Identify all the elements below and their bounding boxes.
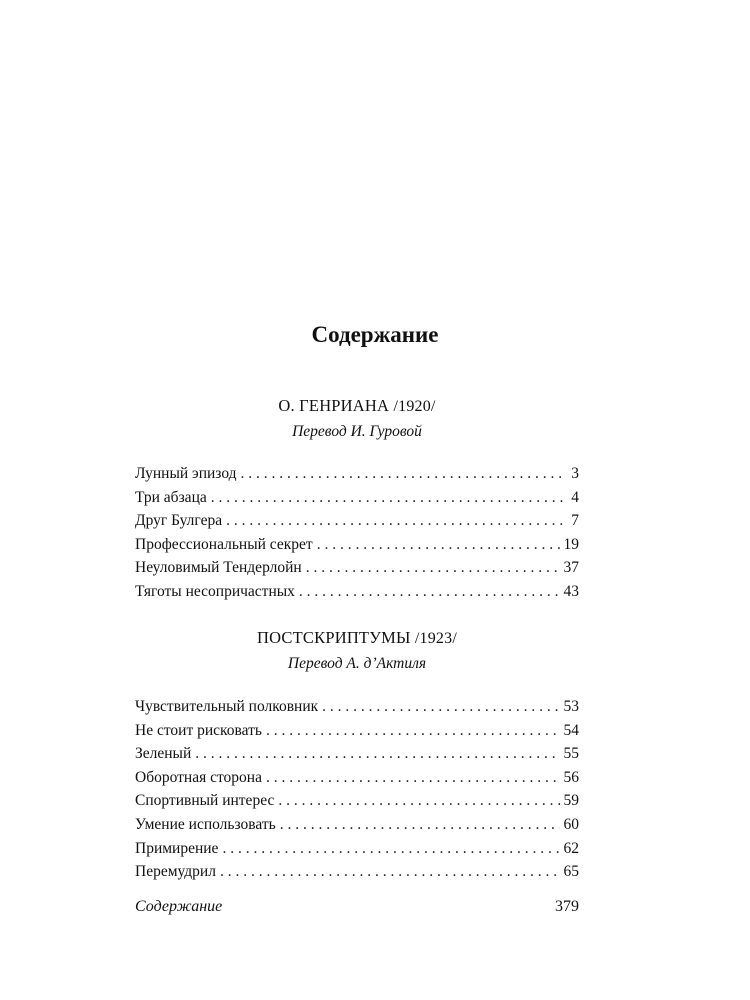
toc-leader-dots (317, 533, 560, 557)
toc-leader-dots (266, 766, 560, 790)
toc-entry-title: Не стоит рисковать (135, 721, 262, 739)
toc-leader-dots (278, 789, 559, 813)
toc-entry-title: Оборотная сторона (135, 768, 262, 786)
toc-entry-page: 3 (571, 465, 579, 482)
section-year: /1923/ (414, 630, 457, 647)
toc-entry-title: Умение использовать (135, 815, 276, 833)
toc-entry[interactable] (135, 766, 579, 790)
toc-leader-dots (306, 556, 560, 580)
toc-entry[interactable] (135, 462, 579, 486)
toc-entry-title: Три абзаца (135, 488, 207, 506)
toc-leader-dots (211, 486, 568, 510)
toc-entry[interactable] (135, 580, 579, 604)
section-heading-text: О. ГЕНРИАНА (278, 396, 390, 415)
running-footer-title: Содержание (135, 898, 223, 915)
toc-leader-dots (220, 860, 560, 884)
toc-entry-page: 53 (563, 698, 579, 715)
toc-entry[interactable] (135, 556, 579, 580)
toc-entry[interactable] (135, 860, 579, 884)
toc-list (135, 695, 579, 884)
toc-entry[interactable] (135, 486, 579, 510)
toc-section-ogenriana (135, 394, 579, 604)
toc-entry-page: 7 (571, 512, 579, 530)
page-title: Содержание (311, 322, 439, 347)
toc-entry[interactable] (135, 509, 579, 533)
toc-entry[interactable] (135, 813, 579, 837)
toc-leader-dots (226, 509, 567, 533)
toc-entry-title: Зеленый (135, 745, 192, 763)
toc-entry-title: Неуловимый Тендерлойн (135, 559, 302, 577)
toc-entry[interactable] (135, 533, 579, 557)
section-year: /1920/ (393, 398, 436, 415)
toc-entry-page: 60 (563, 815, 579, 833)
section-translator: Перевод А. д’Актиля (287, 655, 427, 672)
toc-entry-page: 56 (563, 768, 579, 786)
toc-leader-dots (322, 695, 559, 719)
toc-leader-dots (241, 462, 568, 486)
toc-entry-title: Примирение (135, 839, 219, 857)
toc-entry-page: 43 (563, 582, 579, 600)
toc-entry-page: 59 (563, 792, 579, 810)
toc-entry-page: 4 (571, 488, 579, 506)
toc-entry-page: 19 (563, 535, 579, 553)
section-heading-text: ПОСТСКРИПТУМЫ (257, 628, 411, 647)
toc-entry[interactable] (135, 789, 579, 813)
toc-entry[interactable] (135, 837, 579, 861)
section-translator: Перевод И. Гуровой (292, 423, 422, 440)
toc-entry[interactable] (135, 742, 579, 766)
page-number: 379 (555, 898, 579, 915)
toc-entry-title: Друг Булгера (135, 512, 223, 530)
toc-leader-dots (266, 719, 560, 743)
toc-leader-dots (280, 813, 560, 837)
toc-entry-title: Перемудрил (135, 863, 216, 881)
toc-entry-page: 55 (563, 745, 579, 763)
toc-entry-title: Чувствительный полковник (135, 698, 319, 715)
page-footer (135, 895, 579, 919)
toc-entry-title: Тяготы несопричастных (135, 582, 295, 600)
toc-entry[interactable] (135, 695, 579, 719)
toc-entry-page: 65 (563, 863, 579, 881)
toc-entry-title: Лунный эпизод (135, 465, 237, 482)
toc-entry-title: Спортивный интерес (135, 792, 275, 810)
toc-entry-page: 37 (563, 559, 579, 577)
toc-section-postskriptumy (135, 626, 579, 884)
section-heading (135, 626, 579, 651)
toc-entry[interactable] (135, 719, 579, 743)
toc-leader-dots (299, 580, 560, 604)
toc-entry-page: 62 (563, 839, 579, 857)
toc-leader-dots (222, 837, 559, 861)
toc-leader-dots (195, 742, 559, 766)
section-heading (135, 394, 579, 419)
toc-entry-page: 54 (563, 721, 579, 739)
toc-list (135, 462, 579, 604)
toc-entry-title: Профессиональный секрет (135, 535, 313, 553)
